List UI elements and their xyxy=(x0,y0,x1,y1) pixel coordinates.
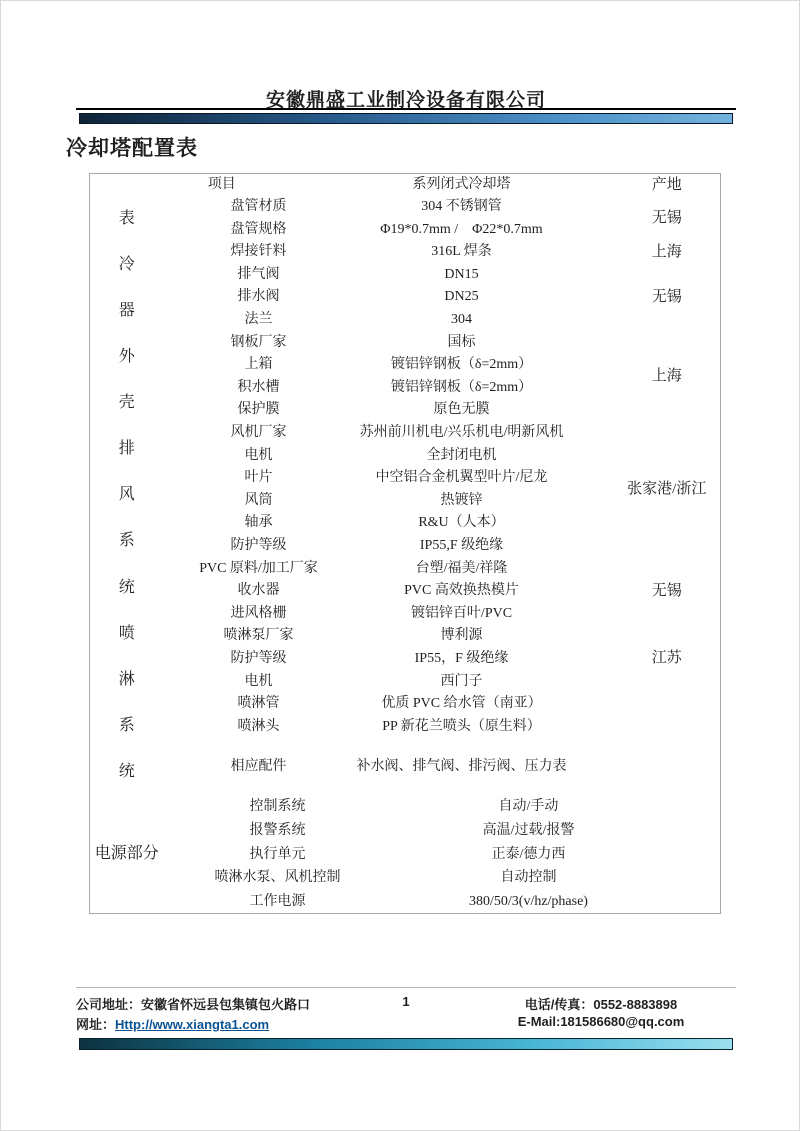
val-cell: 苏州前川机电/兴乐机电/明新风机 xyxy=(359,425,564,441)
origin-cell: 无锡 xyxy=(651,288,682,305)
val-cell: Φ19*0.7mm / Φ22*0.7mm xyxy=(380,221,543,237)
header-gradient-bar xyxy=(79,113,733,124)
footer-email: E-Mail:181586680@qq.com xyxy=(517,1014,685,1029)
origin-cell xyxy=(608,670,727,795)
val-cell: 中空铝合金机翼型叶片/尼龙 xyxy=(375,470,548,486)
origin-cell xyxy=(608,512,727,580)
origin-cell: 江苏 xyxy=(651,650,682,667)
item-cell: 控制系统 xyxy=(249,798,306,814)
table-row xyxy=(90,602,721,625)
val-cell: DN25 xyxy=(444,289,479,305)
table-row xyxy=(90,354,721,377)
category-char: 冷 xyxy=(118,255,135,273)
config-table xyxy=(89,173,721,914)
val-cell: DN15 xyxy=(444,266,479,282)
item-cell: 风筒 xyxy=(244,492,273,508)
val-cell: 国标 xyxy=(447,334,476,350)
category-char: 壳 xyxy=(118,394,135,412)
val-cell: IP55,F 级绝缘 xyxy=(419,538,504,553)
category-char: 器 xyxy=(118,301,135,319)
item-cell: 焊接钎料 xyxy=(230,244,287,260)
table-row xyxy=(90,467,721,490)
item-cell: 防护等级 xyxy=(230,650,287,666)
table-row xyxy=(90,647,721,670)
table-row xyxy=(90,795,721,819)
val-cell: PP 新花兰喷头（原生料） xyxy=(382,718,541,734)
category-char: 统 xyxy=(118,578,135,596)
val-cell: 热镀锌 xyxy=(440,492,483,508)
item-cell: 盘管材质 xyxy=(230,199,287,215)
table-row xyxy=(90,842,721,866)
val-cell: 380/50/3(v/hz/phase) xyxy=(469,893,588,909)
item-cell: 排气阀 xyxy=(237,266,280,282)
footer-website-link[interactable]: Http://www.xiangta1.com xyxy=(115,1017,270,1032)
val-cell: 自动/手动 xyxy=(498,798,559,814)
item-cell: 钢板厂家 xyxy=(230,334,287,350)
val-cell: 西门子 xyxy=(440,673,483,689)
category-char: 统 xyxy=(118,762,135,780)
footer-phone: 电话/传真：0552-8883898 xyxy=(524,997,678,1012)
table-header-origin: 产地 xyxy=(651,176,682,193)
footer-page-number: 1 xyxy=(402,994,410,1009)
origin-cell: 张家港/浙江 xyxy=(627,480,707,497)
category-vertical-label xyxy=(90,196,164,795)
origin-cell xyxy=(608,399,727,467)
category-char: 表 xyxy=(118,209,135,227)
category-char: 外 xyxy=(118,348,135,366)
config-table-body xyxy=(90,174,721,914)
item-cell: 积水槽 xyxy=(237,379,280,395)
item-cell: 防护等级 xyxy=(230,538,287,553)
company-name: 安徽鼎盛工业制冷设备有限公司 xyxy=(265,90,546,111)
item-cell: 轴承 xyxy=(244,515,273,531)
val-cell: 镀铝锌百叶/PVC xyxy=(410,605,513,621)
category-cell-cooler-shell-fan-spray xyxy=(90,196,164,795)
item-cell: 保护膜 xyxy=(237,402,280,418)
val-cell: 正泰/德力西 xyxy=(491,846,566,862)
category-char: 喷 xyxy=(118,624,135,642)
val-cell: 优质 PVC 给水管（南亚） xyxy=(381,696,542,712)
item-cell: 上箱 xyxy=(244,357,273,373)
item-cell: 收水器 xyxy=(237,583,280,599)
page-title: 冷却塔配置表 xyxy=(66,136,198,160)
category-char: 系 xyxy=(118,532,135,550)
origin-cell: 无锡 xyxy=(651,582,682,599)
origin-cell: 无锡 xyxy=(651,209,682,226)
origin-cell xyxy=(608,602,727,647)
table-row xyxy=(90,866,721,890)
val-cell: 原色无膜 xyxy=(433,402,490,418)
val-cell: 自动控制 xyxy=(500,870,557,886)
item-cell: 喷淋管 xyxy=(237,696,280,712)
table-row xyxy=(90,196,721,219)
footer-line-2 xyxy=(76,1014,736,1032)
footer-website xyxy=(76,1014,269,1033)
val-cell: 316L 焊条 xyxy=(431,244,492,260)
item-cell: 电机 xyxy=(244,447,273,463)
table-row xyxy=(90,174,721,196)
category-cell-power-section: 电源部分 xyxy=(94,845,159,863)
table-header-series: 系列闭式冷却塔 xyxy=(412,177,511,193)
val-cell: 台塑/福美/祥隆 xyxy=(415,560,508,576)
val-cell: 全封闭电机 xyxy=(426,447,497,463)
val-cell: PVC 高效换热模片 xyxy=(404,583,519,599)
item-cell: 报警系统 xyxy=(249,822,306,838)
category-char: 系 xyxy=(118,716,135,734)
footer-line-1 xyxy=(76,994,736,1012)
table-row xyxy=(90,890,721,914)
item-cell: 叶片 xyxy=(244,470,273,486)
item-cell: 进风格栅 xyxy=(230,605,287,621)
val-cell: 高温/过载/报警 xyxy=(482,822,575,838)
table-row xyxy=(90,241,721,264)
item-cell: 喷淋泵厂家 xyxy=(223,628,294,644)
origin-cell: 上海 xyxy=(651,368,682,384)
footer-address: 公司地址：安徽省怀远县包集镇包火路口 xyxy=(76,997,311,1012)
val-cell: 304 xyxy=(451,312,472,328)
origin-cell: 上海 xyxy=(651,243,682,260)
item-cell: 喷淋头 xyxy=(237,718,280,734)
table-row xyxy=(90,286,721,309)
item-cell: 风机厂家 xyxy=(230,425,287,441)
footer-divider xyxy=(76,987,736,988)
val-cell: R&U（人本） xyxy=(418,515,505,531)
val-cell: 补水阀、排气阀、排污阀、压力表 xyxy=(356,758,567,774)
item-cell: 喷淋水泵、风机控制 xyxy=(214,870,341,886)
item-cell: 法兰 xyxy=(244,312,273,328)
item-cell: 执行单元 xyxy=(249,846,306,862)
table-row xyxy=(90,399,721,422)
origin-cell xyxy=(608,263,727,286)
category-char: 排 xyxy=(118,440,135,458)
item-cell: 盘管规格 xyxy=(230,221,287,237)
table-row xyxy=(90,263,721,286)
val-cell: 304 不锈钢管 xyxy=(421,199,502,215)
footer-website-label: 网址： xyxy=(76,1017,116,1032)
table-row xyxy=(90,512,721,535)
table-row xyxy=(90,308,721,331)
category-char: 淋 xyxy=(118,670,135,688)
val-cell: 镀铝锌钢板（δ=2mm） xyxy=(390,379,533,395)
item-cell: 电机 xyxy=(244,673,273,689)
val-cell: 博利源 xyxy=(440,628,483,644)
table-row xyxy=(90,580,721,603)
item-cell: 排水阀 xyxy=(237,289,280,305)
table-header-item: 项目 xyxy=(207,177,236,193)
item-cell: 相应配件 xyxy=(230,758,287,774)
table-row xyxy=(90,670,721,693)
origin-cell xyxy=(608,308,727,353)
val-cell: 镀铝锌钢板（δ=2mm） xyxy=(390,357,533,373)
header-underline xyxy=(76,108,736,110)
item-cell: 工作电源 xyxy=(249,893,306,909)
category-char: 风 xyxy=(118,486,135,504)
table-row xyxy=(90,819,721,843)
footer-gradient-bar xyxy=(79,1038,733,1050)
val-cell: IP55，F 级绝缘 xyxy=(414,650,509,666)
item-cell: PVC 原料/加工厂家 xyxy=(199,560,318,576)
